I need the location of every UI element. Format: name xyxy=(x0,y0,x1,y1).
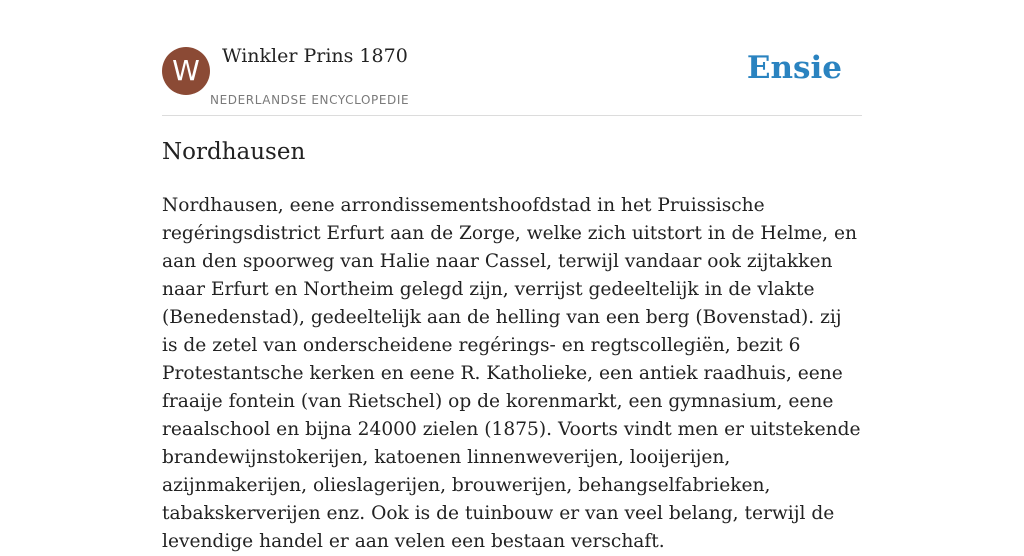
header xyxy=(162,0,862,116)
ensie-logo[interactable]: Ensie xyxy=(746,50,842,86)
source-avatar[interactable]: W xyxy=(162,47,210,95)
source-title[interactable]: Winkler Prins 1870 xyxy=(222,45,408,67)
article-title: Nordhausen xyxy=(162,139,306,165)
article-body: Nordhausen, eene arrondissementshoofdstad in het Pruissische regéringsdistrict Erfurt aan de Zorge, welke zich uitstort in de Helme, en aan den spoorweg van Halie naar Cassel, terwijl vandaar ook zijtakken naar Erfurt en Northeim gelegd zijn, verrijst gedeeltelijk in de vlakte (Benedenstad), gedeeltelijk aan de helling van een berg (Bovenstad). zij is de zetel van onderscheidene regérings- en regtscollegiën, bezit 6 Protestantsche kerken en eene R. Katholieke, een antiek raadhuis, eene fraaije fontein (van Rietschel) op de korenmarkt, een gymnasium, eene reaalschool en bijna 24000 zielen (1875). Voorts vindt men er uitstekende brandewijnstokerijen, katoenen linnenweverijen, looijerijen, azijnmakerijen, olieslagerijen, brouwerijen, behangselfabrieken, tabakskerverijen enz. Ook is de tuinbouw er van veel belang, terwijl de levendige handel er aan velen een bestaan verschaft. xyxy=(162,195,861,552)
source-subtitle: NEDERLANDSE ENCYCLOPEDIE xyxy=(210,93,410,107)
